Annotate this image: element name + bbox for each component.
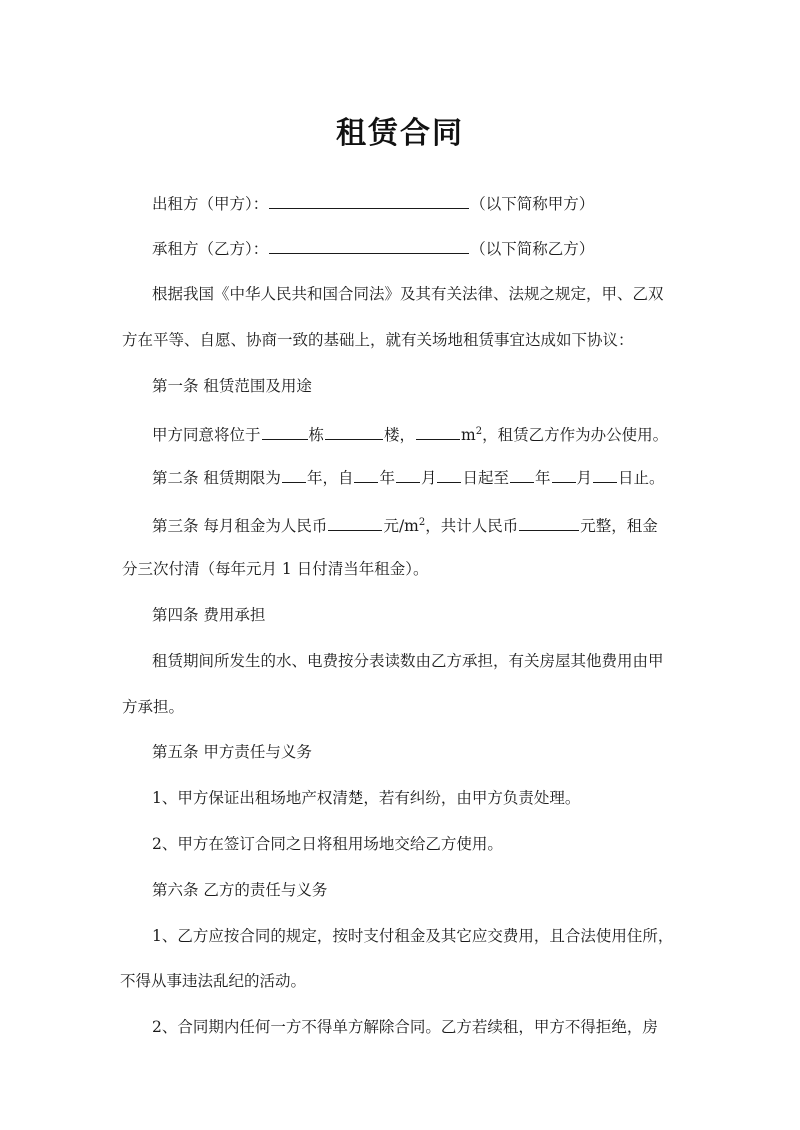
- art1-unit: m: [461, 426, 476, 445]
- art1-text-c: 楼，: [384, 426, 416, 445]
- lessee-line: [152, 238, 594, 259]
- art3-unit-sup: 2: [418, 517, 426, 528]
- lessor-label: 出租方（甲方）：: [152, 195, 269, 213]
- article-4-line-2: 方承担。: [122, 698, 185, 716]
- start-year-blank: [354, 467, 378, 483]
- start-day-blank: [437, 467, 461, 483]
- article-4-heading: 第四条 费用承担: [152, 606, 266, 624]
- term-years-blank: [282, 467, 306, 483]
- article-6-item-2-line-1: 2、合同期内任何一方不得单方解除合同。乙方若续租，甲方不得拒绝，房: [152, 1018, 658, 1036]
- article-6-item-1-line-2: 不得从事违法乱纪的活动。: [120, 972, 307, 990]
- article-5-item-2: 2、甲方在签订合同之日将租用场地交给乙方使用。: [152, 835, 503, 853]
- area-blank: [416, 424, 460, 440]
- art2-text-h: 日止。: [618, 469, 665, 487]
- article-3-line-2: 分三次付清（每年元月 1 日付清当年租金）。: [122, 560, 429, 578]
- art1-unit-sup: 2: [475, 426, 483, 437]
- art1-text-e: ，租赁乙方作为办公使用。: [482, 426, 669, 445]
- article-2-text: [152, 467, 665, 488]
- lessor-line: [152, 193, 594, 214]
- article-3-line-1: [152, 513, 658, 536]
- article-5-heading: 第五条 甲方责任与义务: [152, 743, 312, 761]
- end-month-blank: [552, 467, 576, 483]
- article-6-heading: 第六条 乙方的责任与义务: [152, 881, 328, 899]
- end-year-blank: [510, 467, 534, 483]
- floor-blank: [325, 424, 383, 440]
- art1-text-a: 甲方同意将位于: [152, 426, 261, 445]
- art3-text-c: ，共计人民币: [425, 517, 519, 536]
- art2-text-e: 日起至: [462, 469, 509, 487]
- page-title: 租赁合同: [336, 116, 464, 151]
- art2-text-d: 月: [420, 469, 437, 487]
- article-1-heading: 第一条 租赁范围及用途: [152, 377, 312, 395]
- art2-text-g: 月: [576, 469, 593, 487]
- building-blank: [262, 424, 308, 440]
- lessor-suffix: （以下简称甲方）: [470, 195, 595, 213]
- art2-text-c: 年: [379, 469, 395, 487]
- unit-rent-blank: [328, 515, 382, 531]
- lessee-suffix: （以下简称乙方）: [470, 240, 595, 258]
- article-6-item-1-line-1: 1、乙方应按合同的规定，按时支付租金及其它应交费用，且合法使用住所，: [152, 927, 674, 945]
- art2-text-a: 第二条 租赁期限为: [152, 469, 281, 487]
- art3-text-d: 元整，租金: [580, 517, 658, 536]
- start-month-blank: [396, 467, 420, 483]
- art2-text-b: 年，自: [306, 469, 354, 487]
- lessor-name-blank: [269, 193, 469, 209]
- lessee-label: 承租方（乙方）：: [152, 240, 269, 258]
- art3-text-a: 第三条 每月租金为人民币: [152, 517, 328, 536]
- preamble-line-1: 根据我国《中华人民共和国合同法》及其有关法律、法规之规定，甲、乙双: [152, 285, 664, 303]
- total-rent-blank: [519, 515, 579, 531]
- art2-text-f: 年: [535, 469, 551, 487]
- end-day-blank: [593, 467, 617, 483]
- art3-text-b: 元/m: [383, 517, 419, 536]
- article-5-item-1: 1、甲方保证出租场地产权清楚，若有纠纷，由甲方负责处理。: [152, 789, 581, 807]
- article-1-text: [152, 422, 668, 445]
- article-4-line-1: 租赁期间所发生的水、电费按分表读数由乙方承担，有关房屋其他费用由甲: [152, 652, 664, 670]
- art1-text-b: 栋: [308, 426, 325, 445]
- lessee-name-blank: [269, 238, 469, 254]
- preamble-line-2: 方在平等、自愿、协商一致的基础上，就有关场地租赁事宜达成如下协议：: [122, 331, 634, 349]
